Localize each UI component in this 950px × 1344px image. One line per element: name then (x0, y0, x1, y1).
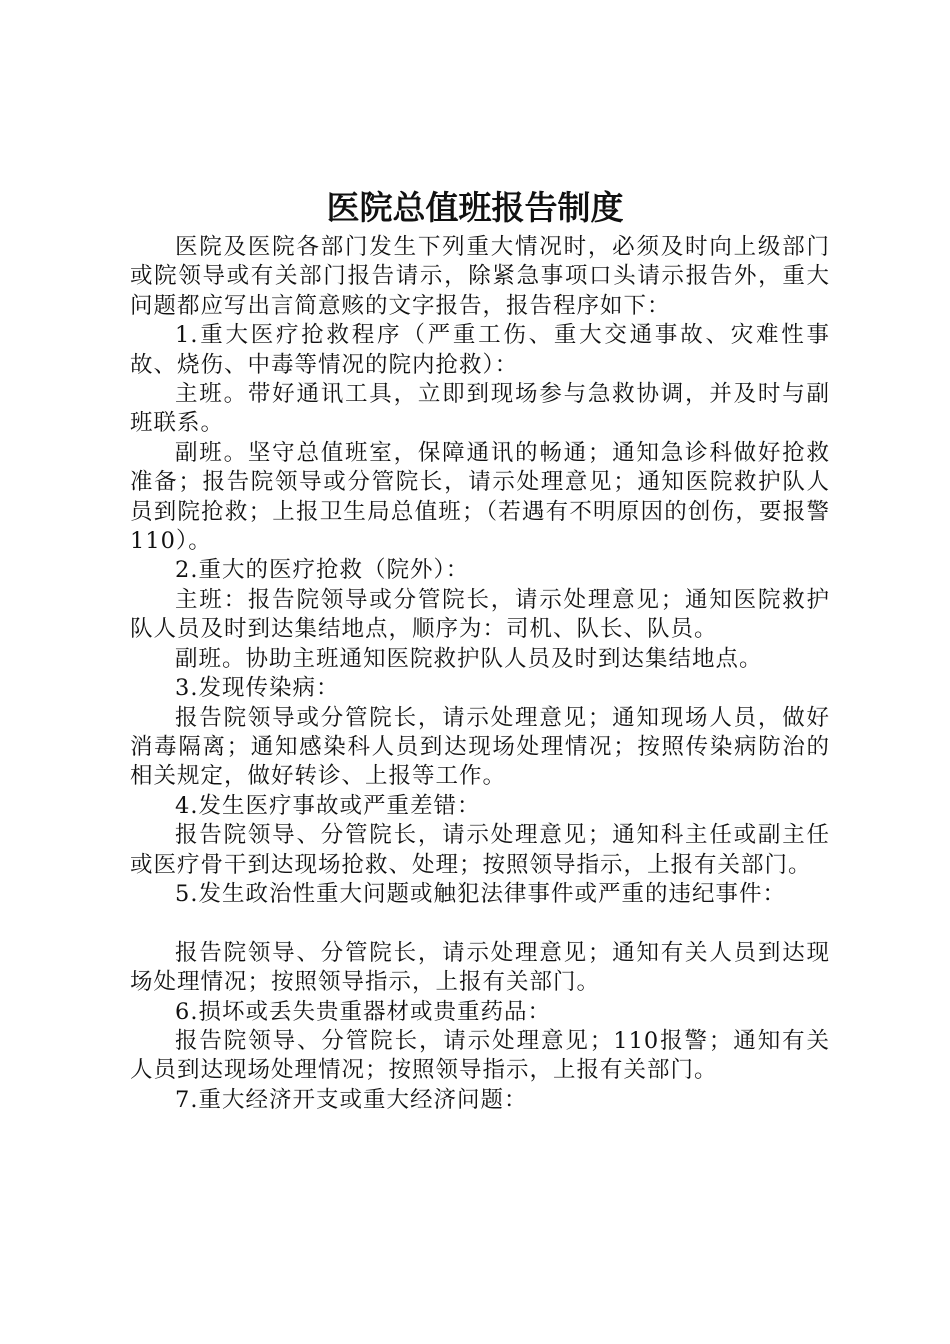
paragraph-item-4-body: 报告院领导、分管院长，请示处理意见；通知科主任或副主任或医疗骨干到达现场抢救、处理；按照领导指示，上报有关部门。 (130, 822, 830, 878)
paragraph-item-6-body: 报告院领导、分管院长，请示处理意见；110报警；通知有关人员到达现场处理情况；按照领导指示，上报有关部门。 (130, 1027, 830, 1084)
paragraph-item-6-heading: 6.损坏或丢失贵重器材或贵重药品： (175, 998, 551, 1025)
document-body (130, 233, 830, 1115)
paragraph-item-1-heading: 1.重大医疗抢救程序（严重工伤、重大交通事故、灾难性事故、烧伤、中毒等情况的院内抢救）： (130, 322, 830, 378)
paragraph-item-7-heading: 7.重大经济开支或重大经济问题： (175, 1086, 528, 1113)
paragraph-item-1-main-shift: 主班。带好通讯工具，立即到现场参与急救协调，并及时与副班联系。 (130, 381, 830, 437)
paragraph-item-2-deputy-shift: 副班。协助主班通知医院救护队人员及时到达集结地点。 (175, 645, 763, 672)
paragraph-item-3-heading: 3.发现传染病： (175, 675, 340, 702)
paragraph-item-5-heading: 5.发生政治性重大问题或触犯法律事件或严重的违纪事件： (175, 880, 786, 907)
paragraph-item-4-heading: 4.发生医疗事故或严重差错： (175, 792, 481, 819)
paragraph-item-2-heading: 2.重大的医疗抢救（院外）： (175, 557, 470, 584)
paragraph-item-5-body: 报告院领导、分管院长，请示处理意见；通知有关人员到达现场处理情况；按照领导指示，上报有关部门。 (130, 939, 830, 996)
paragraph-item-2-main-shift: 主班：报告院领导或分管院长，请示处理意见；通知医院救护队人员及时到达集结地点，顺序为：司机、队长、队员。 (130, 586, 830, 643)
document-title: 医院总值班报告制度 (326, 188, 624, 227)
paragraph-intro: 医院及医院各部门发生下列重大情况时，必须及时向上级部门或院领导或有关部门报告请示，除紧急事项口头请示报告外，重大问题都应写出言简意赅的文字报告，报告程序如下： (130, 234, 830, 319)
paragraph-item-1-deputy-shift: 副班。坚守总值班室，保障通讯的畅通；通知急诊科做好抢救准备；报告院领导或分管院长，请示处理意见；通知医院救护队人员到院抢救；上报卫生局总值班；（若遇有不明原因的创伤，要报警110）。 (130, 439, 830, 555)
paragraph-item-3-body: 报告院领导或分管院长，请示处理意见；通知现场人员，做好消毒隔离；通知感染科人员到达现场处理情况；按照传染病防治的相关规定，做好转诊、上报等工作。 (130, 704, 830, 790)
